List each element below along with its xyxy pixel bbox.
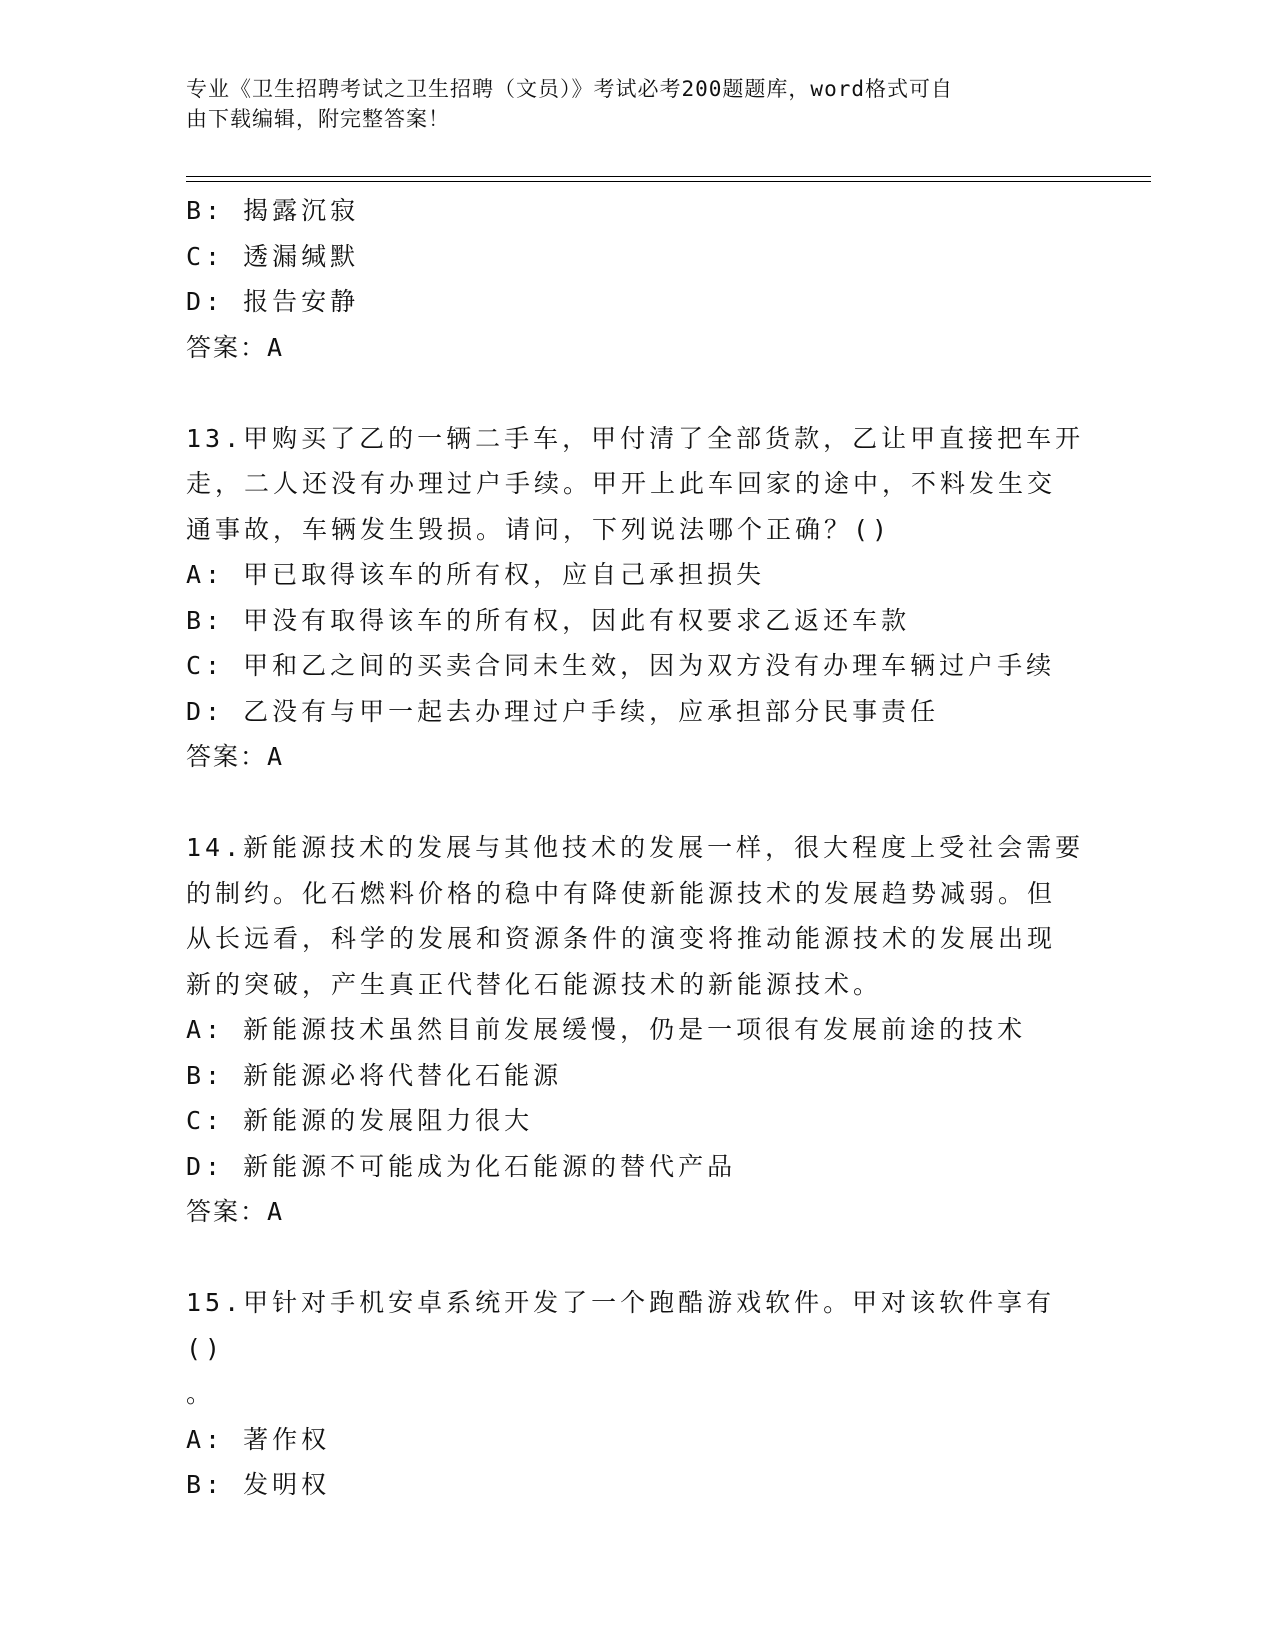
answer-label: 答案： [186, 332, 268, 362]
option-text: 新能源的发展阻力很大 [243, 1106, 534, 1135]
option-line [186, 1144, 1086, 1190]
question-text-line: 15.甲针对手机安卓系统开发了一个跑酷游戏软件。甲对该软件享有() [186, 1288, 1056, 1363]
question-text-line: 从长远看，科学的发展和资源条件的演变将推动能源技术的发展出现 [186, 924, 1057, 953]
answer-line [186, 734, 1086, 780]
answer-value: A [267, 332, 285, 362]
option-text: 新能源必将代替化石能源 [243, 1060, 563, 1090]
document-body [186, 188, 1086, 1508]
option-text: 新能源技术虽然目前发展缓慢，仍是一项很有发展前途的技术 [243, 1015, 1027, 1044]
header-line-2: 由下载编辑，附完整答案！ [186, 107, 450, 131]
option-label: A: [186, 1424, 225, 1454]
option-line [186, 552, 1086, 598]
option-line [186, 689, 1086, 735]
question-text-line: 。 [186, 1379, 216, 1408]
option-text: 乙没有与甲一起去办理过户手续，应承担部分民事责任 [243, 696, 940, 726]
question-continued [186, 188, 1086, 370]
question-text-line: 的制约。化石燃料价格的稳中有降使新能源技术的发展趋势减弱。但 [186, 878, 1057, 908]
option-label: B: [186, 605, 225, 635]
option-text: 新能源不可能成为化石能源的替代产品 [243, 1151, 737, 1181]
question-text-line: 通事故，车辆发生毁损。请问，下列说法哪个正确？() [186, 514, 892, 544]
option-text: 透漏缄默 [243, 241, 360, 271]
question-text-line: 走，二人还没有办理过户手续。甲开上此车回家的途中，不料发生交 [186, 469, 1057, 498]
option-label: D: [186, 1151, 225, 1181]
option-label: D: [186, 287, 225, 316]
answer-line [186, 325, 1086, 371]
option-line [186, 1098, 1086, 1144]
option-label: B: [186, 1060, 225, 1090]
option-line [186, 1462, 1086, 1508]
option-text: 甲和乙之间的买卖合同未生效，因为双方没有办理车辆过户手续 [243, 651, 1056, 680]
question-text-line: 14.新能源技术的发展与其他技术的发展一样，很大程度上受社会需要 [186, 833, 1085, 862]
option-text: 揭露沉寂 [243, 196, 360, 225]
question-text-line: 13.甲购买了乙的一辆二手车，甲付清了全部货款，乙让甲直接把车开 [186, 423, 1085, 453]
option-label: D: [186, 696, 225, 726]
answer-line [186, 1189, 1086, 1235]
answer-value: A [267, 742, 285, 771]
answer-label: 答案： [186, 742, 268, 771]
option-label: B: [186, 196, 225, 225]
option-label: C: [186, 651, 225, 680]
answer-label: 答案： [186, 1197, 268, 1226]
option-line [186, 188, 1086, 234]
answer-value: A [267, 1197, 285, 1226]
option-label: A: [186, 1015, 225, 1044]
header-line-1: 专业《卫生招聘考试之卫生招聘（文员）》考试必考200题题库，word格式可自 [186, 77, 953, 101]
question-13 [186, 416, 1086, 780]
question-14 [186, 825, 1086, 1235]
option-text: 甲已取得该车的所有权，应自己承担损失 [243, 560, 766, 589]
option-text: 甲没有取得该车的所有权，因此有权要求乙返还车款 [243, 605, 911, 635]
option-line [186, 598, 1086, 644]
option-line [186, 234, 1086, 280]
question-text-line: 新的突破，产生真正代替化石能源技术的新能源技术。 [186, 969, 883, 999]
header-divider-bottom [186, 181, 1151, 182]
option-label: C: [186, 241, 225, 271]
question-15 [186, 1280, 1086, 1508]
option-line [186, 1007, 1086, 1053]
option-label: A: [186, 560, 225, 589]
option-line [186, 1417, 1086, 1463]
option-line [186, 1053, 1086, 1099]
option-label: C: [186, 1106, 225, 1135]
option-text: 发明权 [243, 1470, 331, 1499]
option-text: 著作权 [243, 1424, 331, 1454]
option-label: B: [186, 1470, 225, 1499]
option-line [186, 643, 1086, 689]
header-divider-top [186, 176, 1151, 177]
option-line [186, 279, 1086, 325]
document-header [186, 74, 1066, 134]
option-text: 报告安静 [243, 287, 360, 316]
